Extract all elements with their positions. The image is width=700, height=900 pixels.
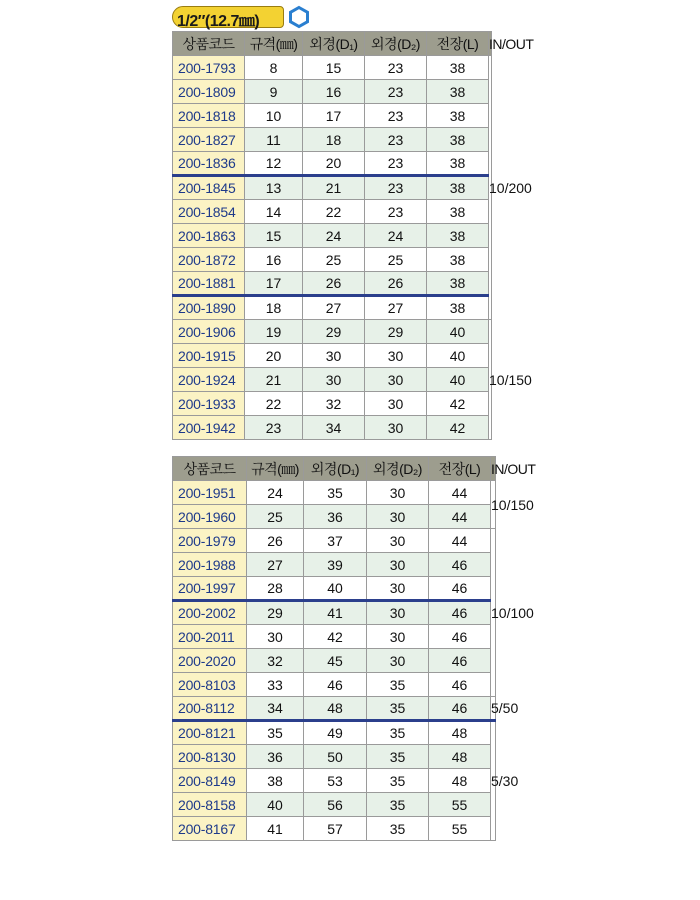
product-code-cell: 200-1951 [173,481,247,505]
table-row [173,224,492,248]
table-row [173,296,492,320]
length-cell: 46 [429,649,491,673]
product-code-cell: 200-1872 [173,248,245,272]
outer-d2-cell: 23 [365,200,427,224]
table-row [173,577,496,601]
length-cell: 38 [427,272,489,296]
table-row [173,505,496,529]
size-cell: 40 [247,793,304,817]
header-size: 규격(㎜) [245,32,303,56]
spec-table-2 [172,456,536,841]
length-cell: 48 [429,745,491,769]
outer-d1-cell: 57 [304,817,367,841]
outer-d2-cell: 35 [367,793,429,817]
product-code-cell: 200-1979 [173,529,247,553]
in-out-cell: 10/100 [491,529,496,697]
product-code-cell: 200-1881 [173,272,245,296]
length-cell: 46 [429,553,491,577]
table-row [173,625,496,649]
outer-d2-cell: 23 [365,128,427,152]
outer-d1-cell: 20 [303,152,365,176]
length-cell: 38 [427,176,489,200]
table-row [173,793,496,817]
product-code-cell: 200-1960 [173,505,247,529]
length-cell: 38 [427,200,489,224]
table-row [173,104,492,128]
table-row [173,176,492,200]
size-cell: 10 [245,104,303,128]
outer-d2-cell: 23 [365,104,427,128]
table-row [173,200,492,224]
header-product-code: 상품코드 [173,32,245,56]
length-cell: 38 [427,152,489,176]
product-code-cell: 200-1793 [173,56,245,80]
outer-d1-cell: 35 [304,481,367,505]
outer-d2-cell: 30 [367,553,429,577]
product-code-cell: 200-8149 [173,769,247,793]
length-cell: 38 [427,104,489,128]
header-in-out: IN/OUT [491,457,496,481]
size-cell: 9 [245,80,303,104]
size-cell: 11 [245,128,303,152]
product-code-cell: 200-1906 [173,320,245,344]
size-cell: 22 [245,392,303,416]
product-code-cell: 200-2020 [173,649,247,673]
length-cell: 46 [429,601,491,625]
product-code-cell: 200-1915 [173,344,245,368]
size-cell: 41 [247,817,304,841]
size-cell: 34 [247,697,304,721]
header-product-code: 상품코드 [173,457,247,481]
table-row [173,80,492,104]
table-row [173,769,496,793]
outer-d2-cell: 35 [367,697,429,721]
size-cell: 30 [247,625,304,649]
header-outer-d1: 외경(D₁) [304,457,367,481]
table-row [173,248,492,272]
outer-d1-cell: 27 [303,296,365,320]
length-cell: 48 [429,769,491,793]
size-cell: 14 [245,200,303,224]
product-code-cell: 200-8121 [173,721,247,745]
length-cell: 38 [427,248,489,272]
outer-d1-cell: 45 [304,649,367,673]
table-row [173,697,496,721]
table-row [173,392,492,416]
length-cell: 46 [429,577,491,601]
length-cell: 40 [427,320,489,344]
length-cell: 40 [427,368,489,392]
header-in-out: IN/OUT [489,32,492,56]
outer-d2-cell: 30 [367,649,429,673]
length-cell: 44 [429,505,491,529]
outer-d2-cell: 24 [365,224,427,248]
outer-d2-cell: 23 [365,152,427,176]
outer-d2-cell: 30 [367,481,429,505]
in-out-cell: 5/50 [491,697,496,721]
outer-d2-cell: 30 [365,344,427,368]
table-row [173,721,496,745]
length-cell: 38 [427,56,489,80]
size-cell: 26 [247,529,304,553]
outer-d1-cell: 32 [303,392,365,416]
size-cell: 20 [245,344,303,368]
size-cell: 17 [245,272,303,296]
outer-d2-cell: 29 [365,320,427,344]
length-cell: 44 [429,529,491,553]
size-cell: 33 [247,673,304,697]
outer-d2-cell: 30 [367,625,429,649]
product-code-cell: 200-2011 [173,625,247,649]
size-label: 1/2″(12.7㎜) [177,13,260,30]
outer-d1-cell: 41 [304,601,367,625]
length-cell: 38 [427,80,489,104]
size-cell: 29 [247,601,304,625]
product-code-cell: 200-1854 [173,200,245,224]
product-code-cell: 200-1942 [173,416,245,440]
product-code-cell: 200-8130 [173,745,247,769]
length-cell: 46 [429,625,491,649]
outer-d1-cell: 37 [304,529,367,553]
size-cell: 24 [247,481,304,505]
in-out-cell: 10/150 [491,481,496,529]
product-code-cell: 200-1809 [173,80,245,104]
table-row [173,529,496,553]
table-row [173,745,496,769]
outer-d1-cell: 22 [303,200,365,224]
outer-d1-cell: 39 [304,553,367,577]
product-code-cell: 200-2002 [173,601,247,625]
table-row [173,272,492,296]
outer-d2-cell: 35 [367,721,429,745]
table-row [173,56,492,80]
outer-d1-cell: 15 [303,56,365,80]
table-row [173,553,496,577]
length-cell: 55 [429,817,491,841]
outer-d1-cell: 30 [303,344,365,368]
product-code-cell: 200-8167 [173,817,247,841]
outer-d2-cell: 30 [365,392,427,416]
in-out-cell: 5/30 [491,721,496,841]
header-size: 규격(㎜) [247,457,304,481]
size-cell: 27 [247,553,304,577]
outer-d1-cell: 49 [304,721,367,745]
outer-d1-cell: 21 [303,176,365,200]
length-cell: 55 [429,793,491,817]
size-cell: 25 [247,505,304,529]
header-outer-d2: 외경(D₂) [365,32,427,56]
outer-d2-cell: 23 [365,176,427,200]
product-code-cell: 200-1845 [173,176,245,200]
outer-d2-cell: 35 [367,769,429,793]
size-cell: 36 [247,745,304,769]
outer-d1-cell: 26 [303,272,365,296]
length-cell: 44 [429,481,491,505]
table-row [173,649,496,673]
hexagon-socket-icon [288,6,310,28]
length-cell: 42 [427,392,489,416]
product-code-cell: 200-1836 [173,152,245,176]
outer-d2-cell: 25 [365,248,427,272]
outer-d2-cell: 27 [365,296,427,320]
table-row [173,344,492,368]
outer-d2-cell: 26 [365,272,427,296]
outer-d1-cell: 16 [303,80,365,104]
outer-d2-cell: 23 [365,80,427,104]
size-cell: 13 [245,176,303,200]
header-length: 전장(L) [429,457,491,481]
outer-d1-cell: 56 [304,793,367,817]
outer-d1-cell: 30 [303,368,365,392]
product-code-cell: 200-1890 [173,296,245,320]
header-length: 전장(L) [427,32,489,56]
outer-d2-cell: 30 [365,368,427,392]
size-cell: 38 [247,769,304,793]
outer-d1-cell: 42 [304,625,367,649]
outer-d2-cell: 30 [367,577,429,601]
header-outer-d2: 외경(D₂) [367,457,429,481]
table-row [173,673,496,697]
length-cell: 38 [427,296,489,320]
length-cell: 46 [429,673,491,697]
size-cell: 16 [245,248,303,272]
product-code-cell: 200-1827 [173,128,245,152]
outer-d2-cell: 35 [367,673,429,697]
size-cell: 21 [245,368,303,392]
outer-d1-cell: 53 [304,769,367,793]
size-cell: 8 [245,56,303,80]
table-header [173,32,534,56]
size-cell: 15 [245,224,303,248]
outer-d1-cell: 50 [304,745,367,769]
size-cell: 18 [245,296,303,320]
table-row [173,368,492,392]
size-cell: 28 [247,577,304,601]
size-cell: 12 [245,152,303,176]
size-label-tab [172,6,284,28]
outer-d2-cell: 35 [367,817,429,841]
outer-d1-cell: 24 [303,224,365,248]
table-row [173,817,496,841]
outer-d1-cell: 25 [303,248,365,272]
size-cell: 19 [245,320,303,344]
outer-d1-cell: 48 [304,697,367,721]
size-cell: 35 [247,721,304,745]
table-row [173,320,492,344]
length-cell: 46 [429,697,491,721]
outer-d1-cell: 36 [304,505,367,529]
outer-d2-cell: 30 [367,505,429,529]
product-code-cell: 200-1997 [173,577,247,601]
size-cell: 32 [247,649,304,673]
outer-d1-cell: 17 [303,104,365,128]
size-cell: 23 [245,416,303,440]
length-cell: 40 [427,344,489,368]
outer-d1-cell: 18 [303,128,365,152]
product-code-cell: 200-1924 [173,368,245,392]
length-cell: 42 [427,416,489,440]
outer-d2-cell: 30 [367,601,429,625]
table-row [173,481,496,505]
outer-d1-cell: 40 [304,577,367,601]
product-code-cell: 200-1933 [173,392,245,416]
outer-d1-cell: 29 [303,320,365,344]
header-row [173,457,496,481]
product-code-cell: 200-8103 [173,673,247,697]
table-row [173,152,492,176]
outer-d1-cell: 34 [303,416,365,440]
table-header [173,457,536,481]
outer-d2-cell: 35 [367,745,429,769]
product-code-cell: 200-1818 [173,104,245,128]
outer-d2-cell: 23 [365,56,427,80]
product-code-cell: 200-8112 [173,697,247,721]
spec-table-1 [172,31,534,440]
product-code-cell: 200-8158 [173,793,247,817]
in-out-cell: 10/150 [489,320,492,440]
length-cell: 38 [427,224,489,248]
product-code-cell: 200-1863 [173,224,245,248]
length-cell: 48 [429,721,491,745]
table-row [173,601,496,625]
header-outer-d1: 외경(D₁) [303,32,365,56]
in-out-cell: 10/200 [489,56,492,320]
header-row [173,32,492,56]
outer-d1-cell: 46 [304,673,367,697]
product-code-cell: 200-1988 [173,553,247,577]
table-row [173,128,492,152]
outer-d2-cell: 30 [365,416,427,440]
table-row [173,416,492,440]
outer-d2-cell: 30 [367,529,429,553]
length-cell: 38 [427,128,489,152]
